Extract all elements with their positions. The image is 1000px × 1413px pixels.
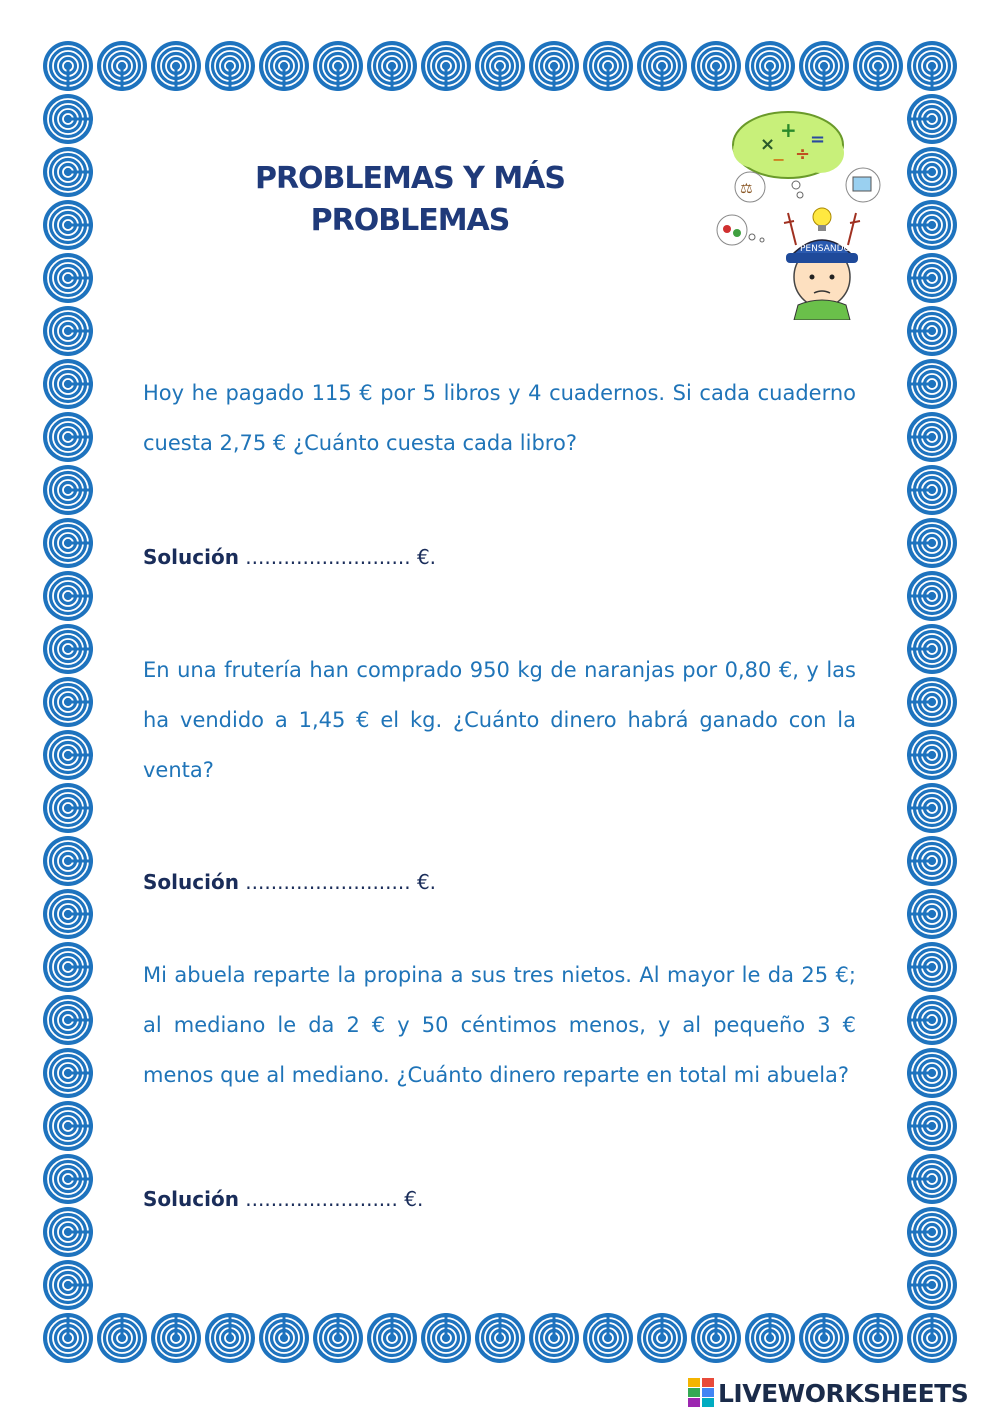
spiral-ornament — [367, 1313, 417, 1363]
spiral-ornament — [637, 41, 687, 91]
problem-1-text: Hoy he pagado 115 € por 5 libros y 4 cuadernos. Si cada cuaderno cuesta 2,75 € ¿Cuánto cuesta cada libro? — [143, 381, 856, 455]
spiral-ornament — [907, 942, 957, 992]
problem-2-text: En una frutería han comprado 950 kg de naranjas por 0,80 €, y las ha vendido a 1,45 € el kg. ¿Cuánto dinero habrá ganado con la venta? — [143, 658, 856, 782]
liveworksheets-logo-icon — [688, 1378, 714, 1408]
svg-text:−: − — [772, 150, 786, 169]
spiral-ornament — [907, 518, 957, 568]
spiral-ornament — [43, 41, 93, 91]
problem-2-solution — [143, 867, 643, 897]
solution-answer-blank[interactable]: .......................... — [245, 870, 411, 894]
spiral-ornament — [907, 1260, 957, 1310]
svg-text:×: × — [760, 134, 776, 155]
spiral-ornament — [907, 465, 957, 515]
svg-text:+: + — [780, 118, 797, 142]
spiral-ornament — [205, 41, 255, 91]
spiral-ornament — [907, 730, 957, 780]
solution-unit: €. — [416, 545, 437, 569]
spiral-ornament — [43, 1101, 93, 1151]
spiral-ornament — [421, 41, 471, 91]
spiral-ornament — [43, 730, 93, 780]
thinking-child-icon — [700, 105, 900, 320]
spiral-ornament — [907, 253, 957, 303]
svg-text:=: = — [810, 129, 826, 150]
spiral-ornament — [583, 1313, 633, 1363]
spiral-ornament — [691, 1313, 741, 1363]
spiral-ornament — [43, 1154, 93, 1204]
spiral-ornament — [907, 200, 957, 250]
spiral-ornament — [907, 41, 957, 91]
spiral-ornament — [205, 1313, 255, 1363]
spiral-ornament — [583, 41, 633, 91]
spiral-ornament — [745, 1313, 795, 1363]
spiral-ornament — [43, 624, 93, 674]
spiral-ornament — [475, 41, 525, 91]
spiral-ornament — [691, 41, 741, 91]
spiral-ornament — [367, 41, 417, 91]
spiral-ornament — [151, 41, 201, 91]
spiral-ornament — [907, 995, 957, 1045]
brand-name: LIVEWORKSHEETS — [718, 1378, 969, 1408]
spiral-ornament — [43, 1313, 93, 1363]
spiral-ornament — [97, 1313, 147, 1363]
spiral-ornament — [907, 94, 957, 144]
spiral-ornament — [637, 1313, 687, 1363]
svg-text:÷: ÷ — [795, 144, 811, 165]
solution-unit: €. — [404, 1187, 424, 1211]
spiral-ornament — [907, 306, 957, 356]
spiral-ornament — [43, 94, 93, 144]
spiral-ornament — [907, 1154, 957, 1204]
spiral-ornament — [259, 1313, 309, 1363]
spiral-ornament — [43, 889, 93, 939]
spiral-ornament — [907, 889, 957, 939]
problem-1-solution — [143, 542, 643, 572]
spiral-ornament — [43, 783, 93, 833]
problem-3-solution — [143, 1184, 643, 1214]
solution-label: Solución — [143, 870, 239, 894]
spiral-ornament — [43, 253, 93, 303]
page-title — [200, 158, 620, 242]
spiral-ornament — [43, 1207, 93, 1257]
spiral-ornament — [907, 147, 957, 197]
spiral-ornament — [43, 942, 93, 992]
spiral-ornament — [43, 359, 93, 409]
spiral-ornament — [907, 1101, 957, 1151]
spiral-ornament — [151, 1313, 201, 1363]
spiral-ornament — [97, 41, 147, 91]
spiral-ornament — [745, 41, 795, 91]
spiral-ornament — [43, 995, 93, 1045]
spiral-ornament — [43, 200, 93, 250]
spiral-ornament — [43, 677, 93, 727]
spiral-ornament — [799, 1313, 849, 1363]
title-line-1: PROBLEMAS Y MÁS — [254, 161, 566, 196]
spiral-ornament — [259, 41, 309, 91]
solution-answer-blank[interactable]: ........................ — [245, 1187, 398, 1211]
spiral-ornament — [907, 1313, 957, 1363]
spiral-ornament — [853, 41, 903, 91]
spiral-ornament — [43, 412, 93, 462]
spiral-ornament — [43, 1048, 93, 1098]
liveworksheets-brand — [688, 1376, 996, 1410]
spiral-ornament — [907, 571, 957, 621]
spiral-ornament — [43, 306, 93, 356]
spiral-ornament — [907, 624, 957, 674]
solution-label: Solución — [143, 545, 239, 569]
solution-unit: €. — [416, 870, 437, 894]
svg-text:PENSANDO: PENSANDO — [800, 244, 851, 254]
problem-3-text: Mi abuela reparte la propina a sus tres nietos. Al mayor le da 25 €; al mediano le da 2 € y 50 céntimos menos, y al pequeño 3 € menos que al mediano. ¿Cuánto dinero reparte en total mi abuela? — [143, 963, 856, 1087]
spiral-ornament — [529, 1313, 579, 1363]
spiral-ornament — [907, 836, 957, 886]
spiral-ornament — [43, 571, 93, 621]
solution-label: Solución — [143, 1187, 239, 1211]
spiral-ornament — [313, 41, 363, 91]
spiral-ornament — [43, 836, 93, 886]
spiral-ornament — [43, 465, 93, 515]
spiral-ornament — [907, 359, 957, 409]
spiral-ornament — [43, 1260, 93, 1310]
spiral-ornament — [853, 1313, 903, 1363]
spiral-ornament — [421, 1313, 471, 1363]
spiral-ornament — [907, 783, 957, 833]
spiral-ornament — [475, 1313, 525, 1363]
spiral-ornament — [907, 1207, 957, 1257]
title-line-2: PROBLEMAS — [310, 203, 510, 238]
spiral-ornament — [907, 677, 957, 727]
spiral-ornament — [529, 41, 579, 91]
svg-text:⚖: ⚖ — [740, 181, 753, 197]
solution-answer-blank[interactable]: .......................... — [245, 545, 411, 569]
spiral-ornament — [43, 518, 93, 568]
spiral-ornament — [907, 412, 957, 462]
spiral-ornament — [313, 1313, 363, 1363]
spiral-ornament — [799, 41, 849, 91]
spiral-ornament — [907, 1048, 957, 1098]
spiral-ornament — [43, 147, 93, 197]
